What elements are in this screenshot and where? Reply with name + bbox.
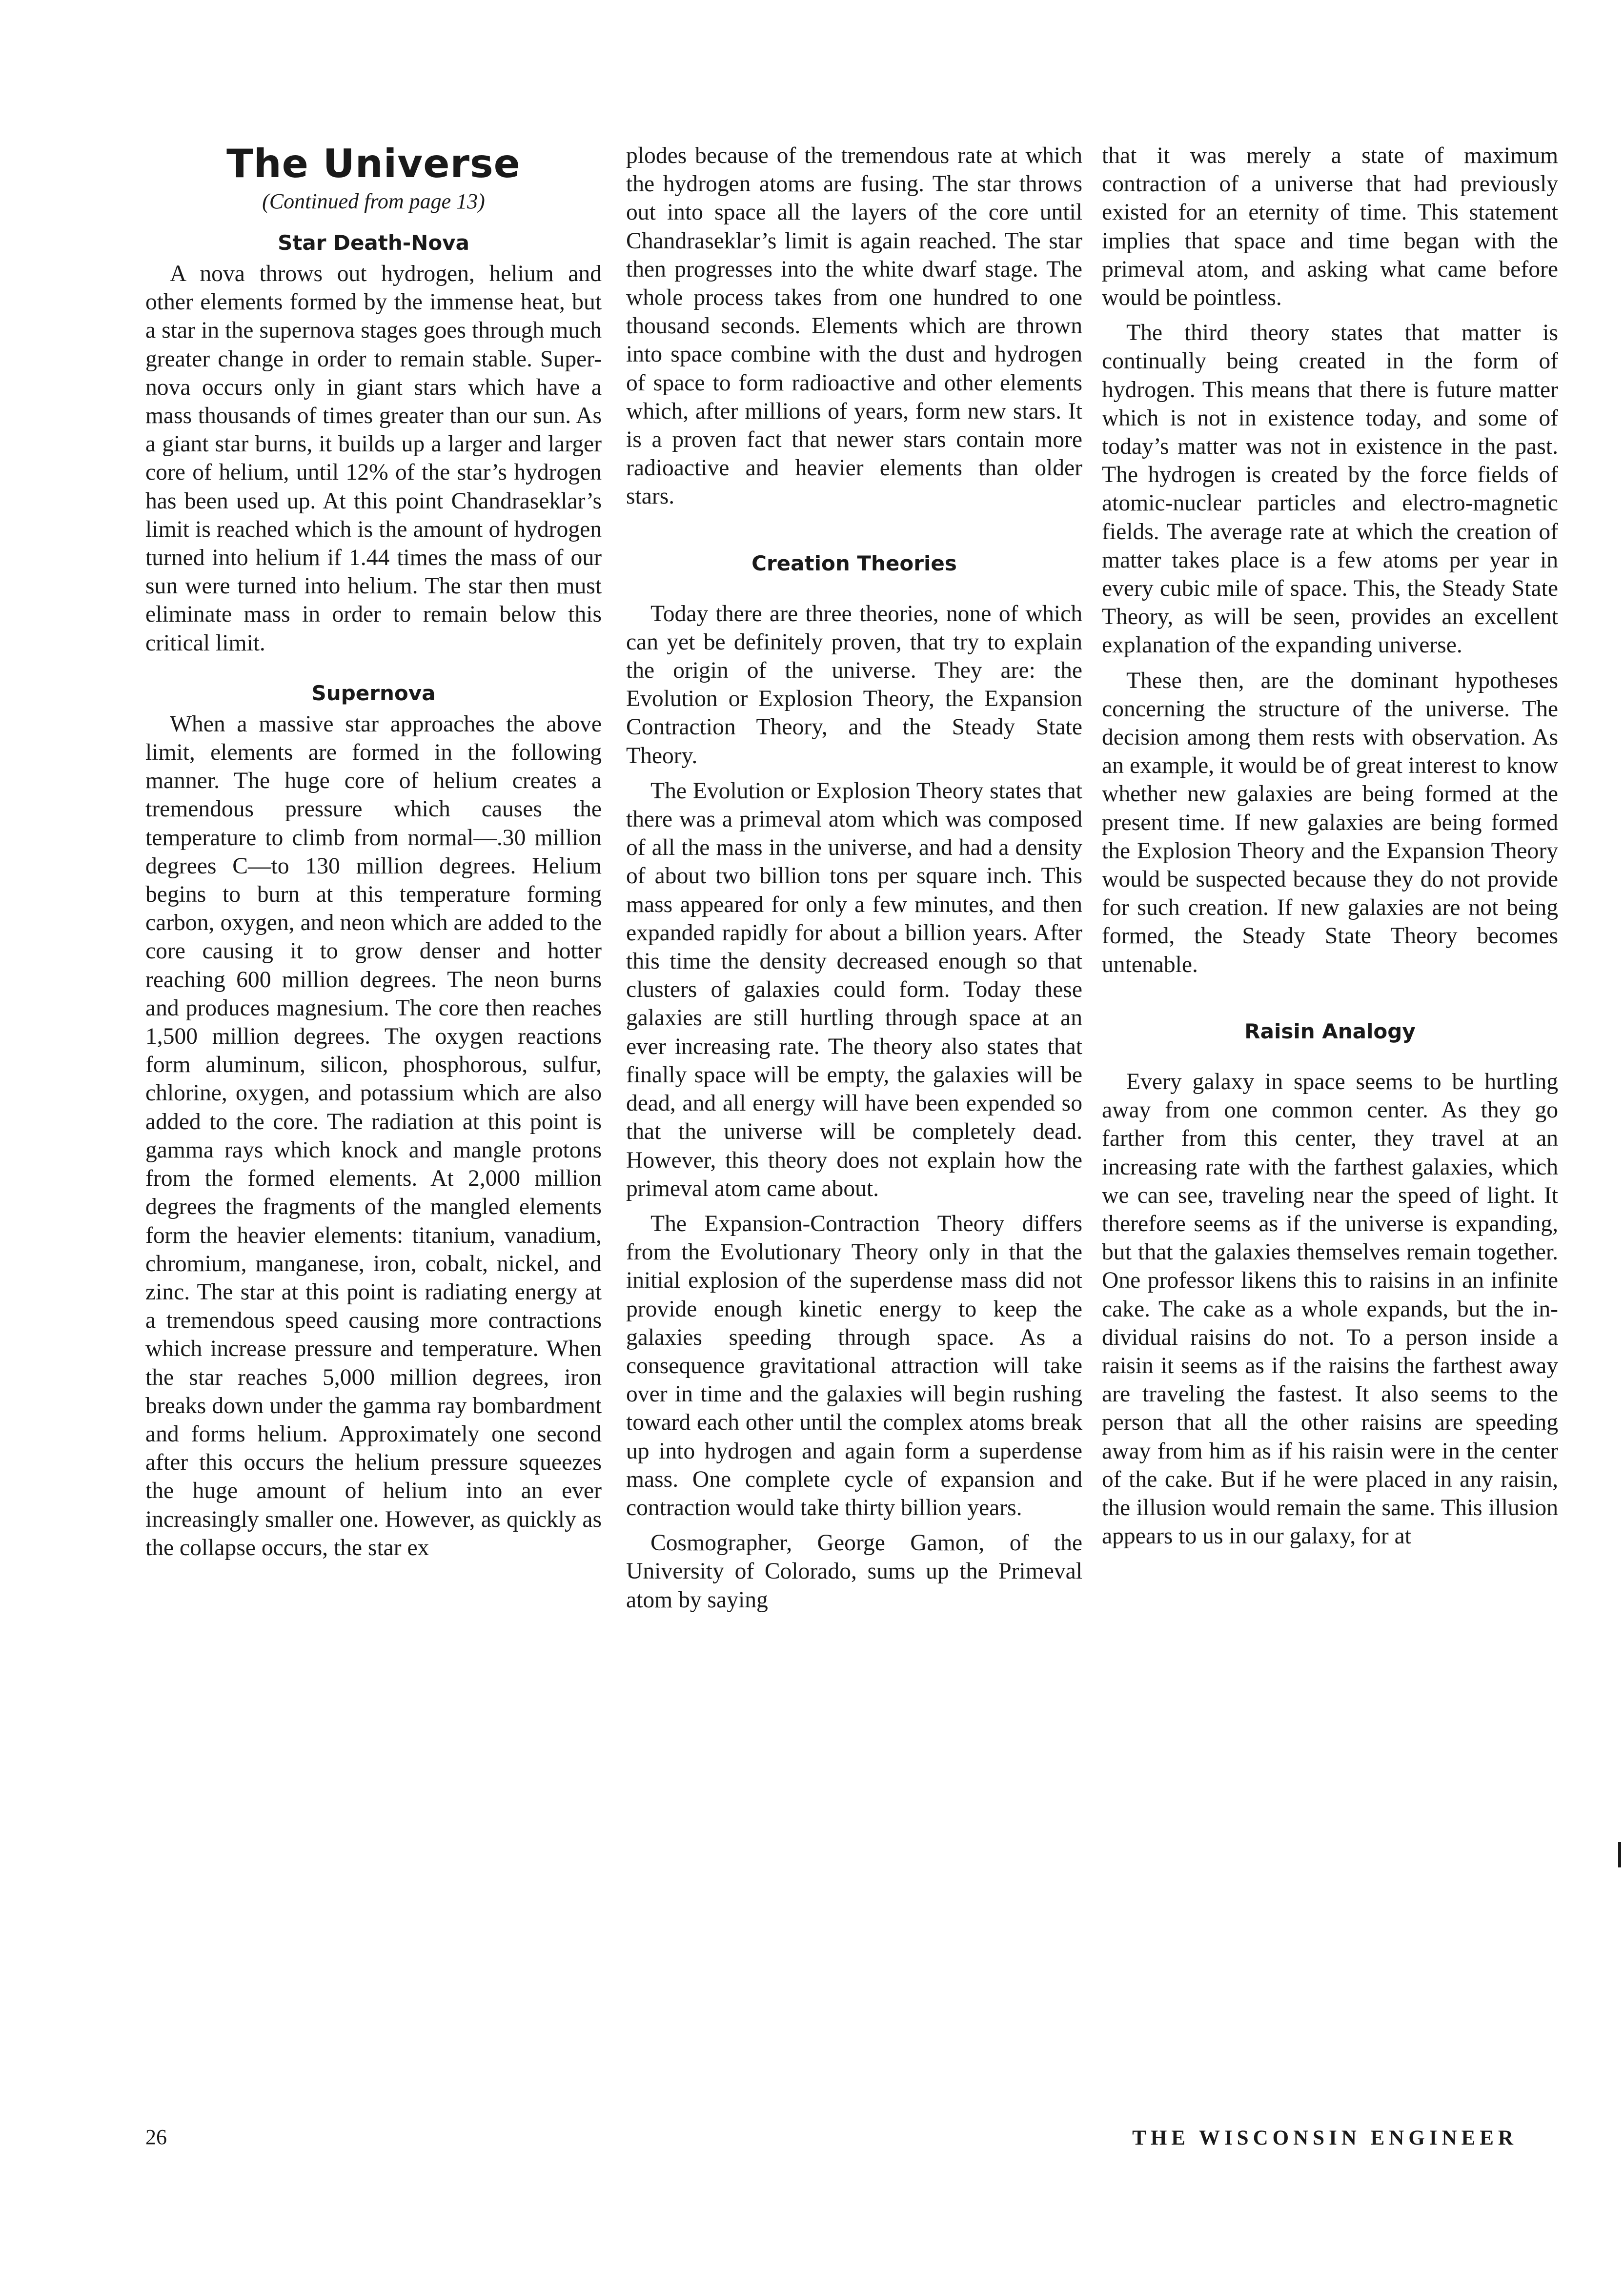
section-heading-nova: Star Death-Nova bbox=[278, 231, 469, 255]
column-2 bbox=[626, 142, 1082, 1614]
article-title: The Universe bbox=[226, 141, 521, 186]
section-heading-creation: Creation Theories bbox=[751, 551, 957, 575]
section-heading-raisin: Raisin Analogy bbox=[1244, 1019, 1416, 1043]
paragraph-nova-1: A nova throws out hydrogen, helium and other elements formed by the immense heat, but a star in the supernova stages goes through much greater change in order to remain stable. Super-nova occurs only in giant stars which have a mass thousands of times greater than our sun. As a giant star burns, it builds up a larger and larger core of helium, until 12% of the star’s hydrogen has been used up. At this point Chandraseklar’s limit is reached which is the amount of hydrogen turned into helium if 1.44 times the mass of our sun were turned into helium. The star then must eliminate mass in order to remain below this critical limit. bbox=[145, 261, 602, 656]
paragraph-creation-1: Today there are three theories, none of which can yet be definitely proven, that try to explain the origin of the universe. They are: the Evolution or Explosion Theory, the Expansion Contraction Theory, and the Steady State Theory. bbox=[626, 601, 1082, 769]
paragraph-raisin-1: Every galaxy in space seems to be hurtling away from one common center. As they go farther from this center, they travel at an increasing rate with the farthest galaxies, which we can see, traveling near the speed of light. It therefore seems as if the universe is expanding, but that the galaxies themselves remain together. One professor likens this to raisins in an infinite cake. The cake as a whole expands, but the individual raisins do not. To a person inside a raisin it seems as if the raisins the farthest away are traveling the fastest. It also seems to the person that all the other raisins are speeding away from him as if his raisin were in the center of the cake. But if he were placed in any raisin, the illusion would remain the same. This illusion appears to us in our galaxy, for at bbox=[1102, 1069, 1558, 1549]
continued-note: (Continued from page 13) bbox=[262, 189, 485, 213]
page-number: 26 bbox=[145, 2125, 167, 2149]
paragraph-supernova-continued: plodes because of the tremendous rate at which the hydrogen atoms are fusing. The star throws out into space all the layers of the core until Chandraseklar’s limit is again reached. The star then progresses into the white dwarf stage. The whole process takes from one hundred to one thousand seconds. Elements which are thrown into space combine with the dust and hydrogen of space to form radioactive and other elements which, after millions of years, form new stars. It is a proven fact that newer stars contain more radioactive and heavier elements than older stars. bbox=[626, 143, 1082, 509]
paragraph-creation-5: The third theory states that matter is continually being created in the form of hydrogen. This means that there is future matter which is not in existence today, and some of today’s matter was not in existence in the past. The hydrogen is created by the force fields of atomic-nuclear particles and electro-magnetic fields. The average rate at which the creation of matter takes place is a few atoms per year in every cubic mile of space. This, the Steady State Theory, as will be seen, provides an excellent explanation of the expanding universe. bbox=[1102, 320, 1558, 658]
paragraph-creation-6: These then, are the dominant hypotheses concerning the structure of the universe. The decision among them rests with observation. As an example, it would be of great interest to know whether new galaxies are being formed at the present time. If new galaxies are being formed the Explosion Theory and the Expansion Theory would be suspected because they do not provide for such creation. If new galaxies are not being formed, the Steady State Theory becomes untenable. bbox=[1102, 668, 1558, 977]
paragraph-creation-3: The Expansion-Contraction Theory differs from the Evolutionary Theory only in that the initial explosion of the superdense mass did not provide enough kinetic energy to keep the galaxies speeding through space. As a consequence gravitational attraction will take over in time and the galaxies will begin rushing toward each other until the complex atoms break up into hydrogen and again form a superdense mass. One complete cycle of expansion and contraction would take thirty billion years. bbox=[626, 1211, 1082, 1520]
paragraph-creation-2: The Evolution or Explosion Theory states that there was a primeval atom which was composed of all the mass in the universe, and had a density of about two billion tons per square inch. This mass appeared for only a few minutes, and then expanded rapidly for about a billion years. After this time the density decreased enough so that clusters of galaxies could form. Today these galaxies are still hurtling through space at an ever increasing rate. The theory also states that finally space will be empty, the galaxies will be dead, and all energy will have been expended so that the universe will be completely dead. However, this theory does not explain how the primeval atom came about. bbox=[626, 778, 1082, 1201]
paragraph-creation-4: Cosmographer, George Gamon, of the University of Colorado, sums up the Primeval atom by saying bbox=[626, 1530, 1082, 1613]
paragraph-creation-4-continued: that it was merely a state of maximum contraction of a universe that had previously existed for an eternity of time. This statement implies that space and time began with the primeval atom, and asking what came before would be pointless. bbox=[1102, 143, 1558, 311]
section-heading-supernova: Supernova bbox=[311, 681, 436, 705]
margin-mark bbox=[1618, 1842, 1621, 1867]
column-1 bbox=[145, 142, 602, 1562]
publication-title: THE WISCONSIN ENGINEER bbox=[1132, 2127, 1518, 2149]
paragraph-supernova-1: When a massive star approaches the above limit, elements are formed in the following manner. The huge core of helium creates a tremendous pressure which causes the temperature to climb from normal—.30 million degrees C—to 130 million degrees. Helium begins to burn at this temperature forming carbon, oxygen, and neon which are added to the core causing it to grow denser and hotter reaching 600 million degrees. The neon burns and produces magnesium. The core then reaches 1,500 million degrees. The oxygen reactions form aluminum, silicon, phosphorous, sulfur, chlorine, oxygen, and potassium which are also added to the core. The radiation at this point is gamma rays which knock and mangle protons from the formed elements. At 2,000 million degrees the fragments of the mangled elements form the heavier elements: titanium, vanadium, chromium, manganese, iron, cobalt, nickel, and zinc. The star at this point is radiating energy at a tremendous speed causing more contractions which increase pressure and temperature. When the star reaches 5,000 million degrees, iron breaks down under the gamma ray bombardment and forms helium. Approximately one second after this occurs the helium pressure squeezes the huge amount of helium into an ever increasingly smaller one. However, as quickly as the collapse occurs, the star ex bbox=[145, 711, 602, 1561]
column-3 bbox=[1102, 142, 1558, 1550]
